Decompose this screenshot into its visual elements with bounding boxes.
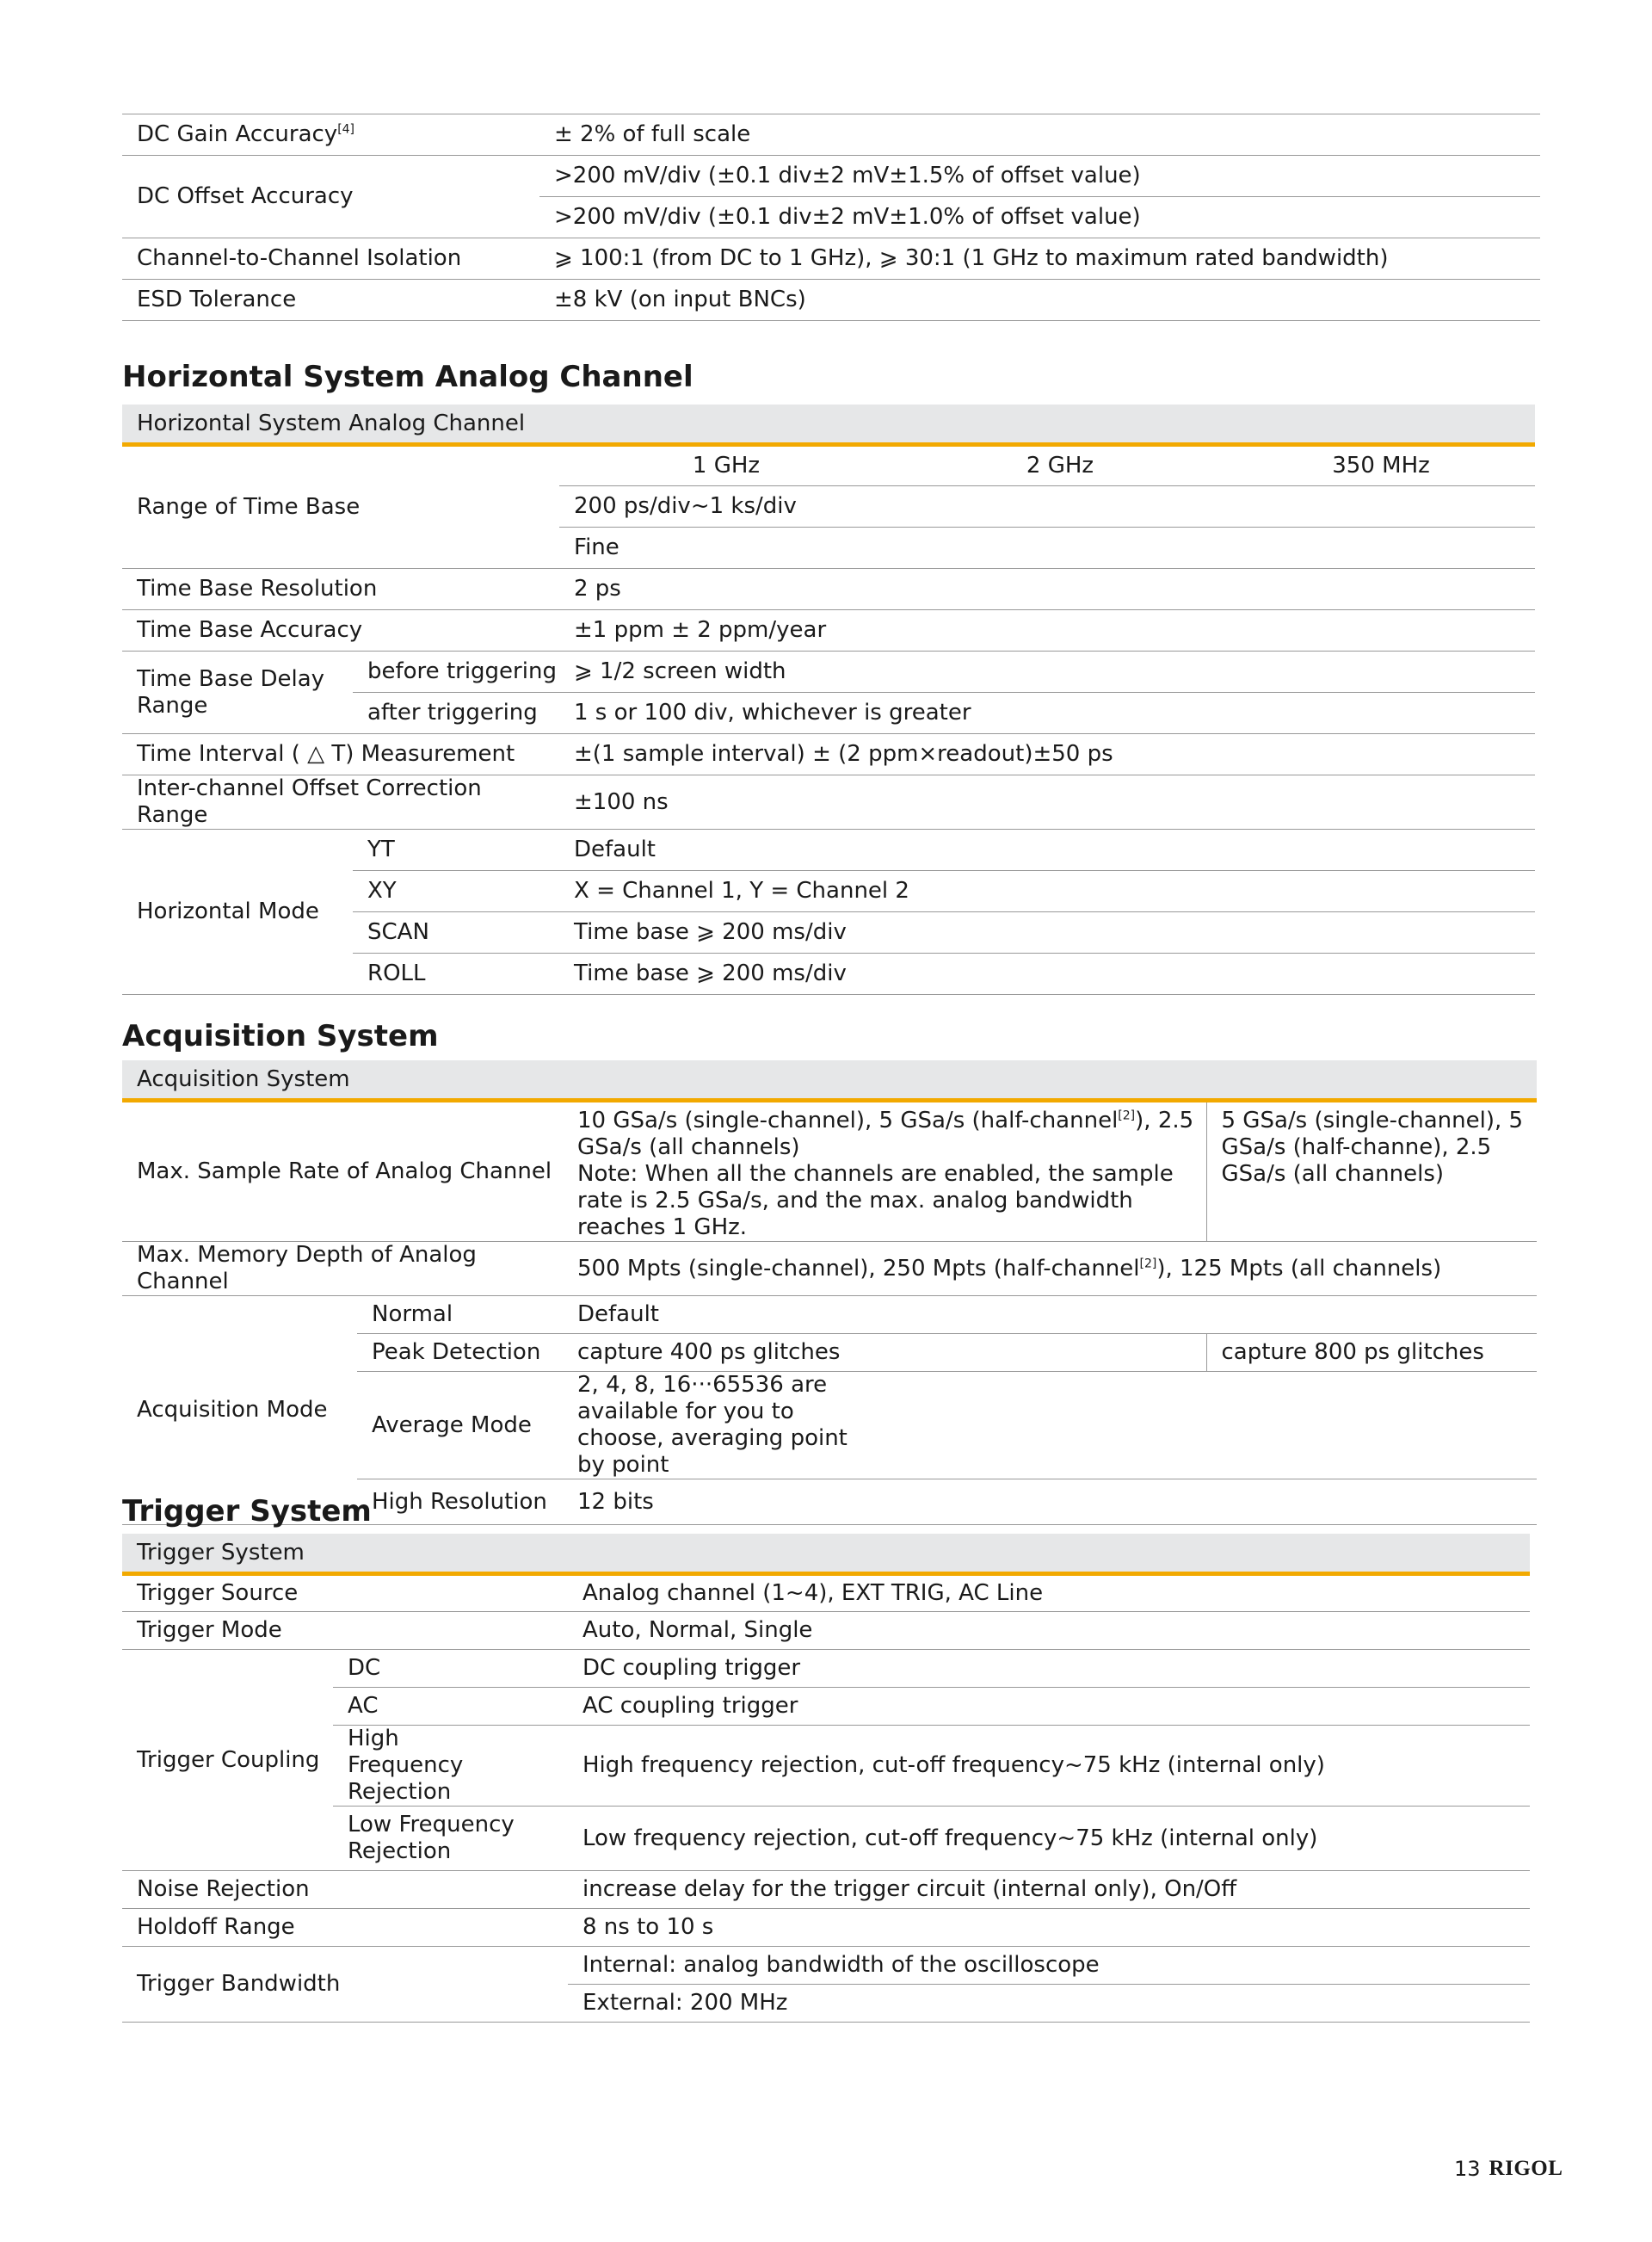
table-header-label: Acquisition System [122, 1060, 1537, 1101]
row-sublabel: before triggering [353, 652, 559, 693]
row-value: capture 400 ps glitches [563, 1334, 1206, 1372]
row-label: Time Interval ( △ T) Measurement [122, 734, 559, 775]
row-value: Low frequency rejection, cut-off frequency~75 kHz (internal only) [568, 1807, 1530, 1871]
page-number: 13 [1454, 2157, 1481, 2181]
row-value: AC coupling trigger [568, 1688, 1530, 1726]
row-value: High frequency rejection, cut-off frequency~75 kHz (internal only) [568, 1726, 1530, 1807]
table-header-label: Trigger System [122, 1534, 1530, 1574]
row-label: Inter-channel Offset Correction Range [122, 775, 559, 830]
row-sublabel: AC [333, 1688, 568, 1726]
row-label: Holdoff Range [122, 1909, 568, 1947]
row-value: 8 ns to 10 s [568, 1909, 1530, 1947]
table-row [122, 1650, 1530, 1688]
column-header: 350 MHz [1227, 445, 1535, 486]
table-row [122, 280, 1540, 321]
row-sublabel: Low Frequency Rejection [333, 1807, 568, 1871]
table-row [122, 830, 1535, 871]
table-row [122, 734, 1535, 775]
horizontal-table [122, 405, 1535, 995]
table-row [122, 1909, 1530, 1947]
row-label: ESD Tolerance [122, 280, 539, 321]
row-sublabel: XY [353, 871, 559, 912]
table-row [122, 775, 1535, 830]
sample-rate-note: Note: When all the channels are enabled, the sample rate is 2.5 GSa/s, and the max. analog bandwidth reaches 1 GHz. [577, 1161, 1174, 1240]
table-row [122, 1612, 1530, 1650]
row-value: ⩾ 100:1 (from DC to 1 GHz), ⩾ 30:1 (1 GHz to maximum rated bandwidth) [539, 238, 1540, 280]
row-value: >200 mV/div (±0.1 div±2 mV±1.5% of offset value) [539, 156, 1540, 197]
row-label: Time Base Accuracy [122, 610, 559, 652]
row-label: Trigger Coupling [122, 1650, 333, 1871]
row-value: ±(1 sample interval) ± (2 ppm×readout)±50 ps [559, 734, 1535, 775]
row-value: ±100 ns [559, 775, 1535, 830]
row-label: Trigger Source [122, 1574, 568, 1612]
page-footer [1454, 2157, 1563, 2181]
row-value: 500 Mpts (single-channel), 250 Mpts (half-channel[2]), 125 Mpts (all channels) [563, 1242, 1537, 1296]
trigger-section [122, 1534, 1530, 2023]
table-header [122, 405, 1535, 445]
row-value: Default [563, 1296, 1537, 1334]
row-label: DC Offset Accuracy [122, 156, 539, 238]
row-sublabel: High Frequency Rejection [333, 1726, 568, 1807]
row-label: Time Base Delay Range [122, 652, 353, 734]
row-sublabel: Peak Detection [357, 1334, 563, 1372]
row-value-alt: 5 GSa/s (single-channel), 5 GSa/s (half-channe), 2.5 GSa/s (all channels) [1206, 1101, 1537, 1242]
rigol-logo: RIGOL [1489, 2157, 1563, 2180]
row-sublabel: DC [333, 1650, 568, 1688]
column-header: 2 GHz [893, 445, 1227, 486]
section-title-trigger: Trigger System [122, 1494, 372, 1529]
row-value-alt: capture 800 ps glitches [1206, 1334, 1537, 1372]
column-header: 1 GHz [559, 445, 893, 486]
table-row [122, 1242, 1537, 1296]
row-label: Channel-to-Channel Isolation [122, 238, 539, 280]
row-value: 1 s or 100 div, whichever is greater [559, 693, 1535, 734]
table-row [122, 569, 1535, 610]
row-label: Acquisition Mode [122, 1296, 357, 1525]
row-value: Auto, Normal, Single [568, 1612, 1530, 1650]
row-sublabel: SCAN [353, 912, 559, 954]
table-row [122, 1688, 1530, 1726]
row-value: Default [559, 830, 1535, 871]
row-value: ±1 ppm ± 2 ppm/year [559, 610, 1535, 652]
table-row [122, 652, 1535, 693]
section-title-acquisition: Acquisition System [122, 1019, 439, 1053]
row-label: DC Gain Accuracy[4] [122, 114, 539, 156]
row-value: Internal: analog bandwidth of the oscilloscope [568, 1947, 1530, 1985]
row-label: Max. Sample Rate of Analog Channel [122, 1101, 563, 1242]
row-sublabel: Normal [357, 1296, 563, 1334]
vertical-spec-table [122, 114, 1540, 321]
table-header-label: Horizontal System Analog Channel [122, 405, 1535, 445]
table-row [122, 1871, 1530, 1909]
row-value: ±8 kV (on input BNCs) [539, 280, 1540, 321]
table-row [122, 445, 1535, 486]
row-label: Trigger Bandwidth [122, 1947, 568, 2023]
acquisition-section [122, 1060, 1537, 1525]
table-row [122, 1101, 1537, 1242]
row-value: 12 bits [563, 1479, 1537, 1525]
row-label: Trigger Mode [122, 1612, 568, 1650]
row-value: increase delay for the trigger circuit (internal only), On/Off [568, 1871, 1530, 1909]
row-value: External: 200 MHz [568, 1985, 1530, 2023]
row-label: Noise Rejection [122, 1871, 568, 1909]
row-value: ± 2% of full scale [539, 114, 1540, 156]
row-label: Max. Memory Depth of Analog Channel [122, 1242, 563, 1296]
trigger-table [122, 1534, 1530, 2023]
row-value: 10 GSa/s (single-channel), 5 GSa/s (half-channel[2]), 2.5 GSa/s (all channels) Note: When all the channels are enabled, the sample rate is 2.5 GSa/s, and the max. analog bandwidth reaches 1 GHz. [563, 1101, 1206, 1242]
acquisition-table [122, 1060, 1537, 1525]
section-title-horizontal: Horizontal System Analog Channel [122, 360, 693, 394]
row-label: Horizontal Mode [122, 830, 353, 995]
row-value: 2 ps [559, 569, 1535, 610]
row-sublabel: ROLL [353, 954, 559, 995]
row-sublabel: after triggering [353, 693, 559, 734]
table-row [122, 1574, 1530, 1612]
table-row [122, 156, 1540, 197]
row-value: >200 mV/div (±0.1 div±2 mV±1.0% of offset value) [539, 197, 1540, 238]
vertical-spec-section [122, 114, 1540, 321]
row-value: Fine [559, 528, 1535, 569]
table-row [122, 1726, 1530, 1807]
row-label: Range of Time Base [122, 445, 559, 569]
table-row [122, 114, 1540, 156]
row-value: X = Channel 1, Y = Channel 2 [559, 871, 1535, 912]
table-row [122, 1947, 1530, 1985]
row-sublabel: Average Mode [357, 1372, 563, 1479]
row-value: Time base ⩾ 200 ms/div [559, 912, 1535, 954]
table-row [122, 1807, 1530, 1871]
row-value: Time base ⩾ 200 ms/div [559, 954, 1535, 995]
table-header [122, 1534, 1530, 1574]
table-header [122, 1060, 1537, 1101]
row-sublabel: High Resolution [357, 1479, 563, 1525]
row-sublabel: YT [353, 830, 559, 871]
row-label: Time Base Resolution [122, 569, 559, 610]
table-row [122, 610, 1535, 652]
horizontal-section [122, 405, 1535, 995]
row-value: DC coupling trigger [568, 1650, 1530, 1688]
table-row [122, 1296, 1537, 1334]
row-value: Analog channel (1~4), EXT TRIG, AC Line [568, 1574, 1530, 1612]
row-value: 2, 4, 8, 16···65536 are available for you to choose, averaging point by point [563, 1372, 1537, 1479]
row-value: ⩾ 1/2 screen width [559, 652, 1535, 693]
row-value: 200 ps/div~1 ks/div [559, 486, 1535, 528]
table-row [122, 238, 1540, 280]
